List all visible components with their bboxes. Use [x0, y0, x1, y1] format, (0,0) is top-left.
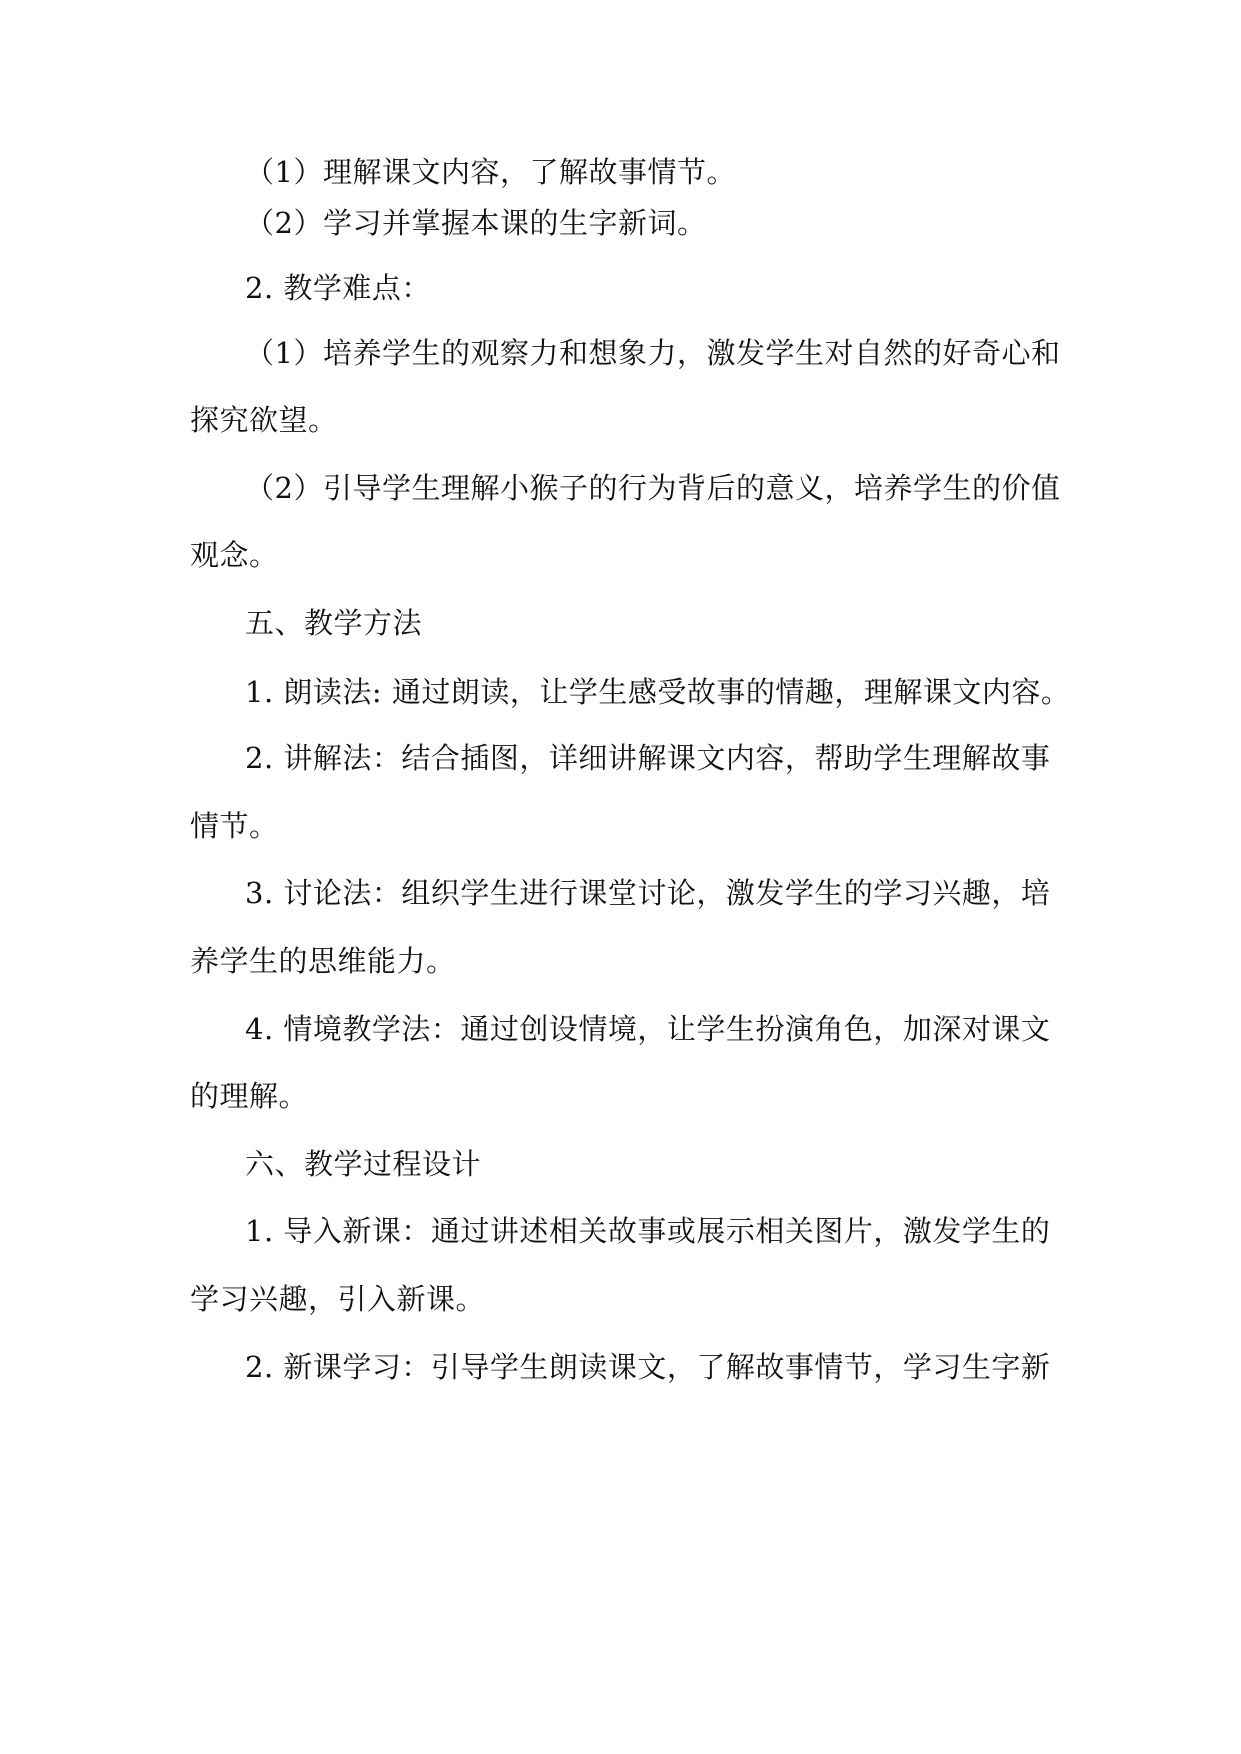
- process-2-line: 2. 新课学习：引导学生朗读课文，了解故事情节，学习生字新: [245, 1350, 1051, 1384]
- process-1-continuation: 学习兴趣，引入新课。: [190, 1282, 486, 1316]
- difficulty-heading: 2. 教学难点：: [245, 271, 431, 305]
- method-2-line: 2. 讲解法：结合插图，详细讲解课文内容，帮助学生理解故事: [245, 741, 1051, 775]
- method-4-line: 4. 情境教学法：通过创设情境，让学生扮演角色，加深对课文: [245, 1012, 1051, 1046]
- difficulty-2-continuation: 观念。: [190, 538, 279, 572]
- difficulty-1-continuation: 探究欲望。: [190, 403, 338, 437]
- method-1-line: 1. 朗读法: 通过朗读，让学生感受故事的情趣，理解课文内容。: [245, 675, 1071, 709]
- method-4-continuation: 的理解。: [190, 1079, 309, 1113]
- objective-1-line: （1）理解课文内容，了解故事情节。: [245, 155, 736, 189]
- difficulty-2-line: （2）引导学生理解小猴子的行为背后的意义，培养学生的价值: [245, 471, 1061, 505]
- objective-2-line: （2）学习并掌握本课的生字新词。: [245, 206, 707, 240]
- section-five-heading: 五、教学方法: [245, 606, 423, 640]
- method-3-line: 3. 讨论法：组织学生进行课堂讨论，激发学生的学习兴趣，培: [245, 876, 1051, 910]
- process-1-line: 1. 导入新课：通过讲述相关故事或展示相关图片，激发学生的: [245, 1214, 1051, 1248]
- section-six-heading: 六、教学过程设计: [245, 1147, 482, 1181]
- difficulty-1-line: （1）培养学生的观察力和想象力，激发学生对自然的好奇心和: [245, 336, 1061, 370]
- method-2-continuation: 情节。: [190, 809, 279, 843]
- method-3-continuation: 养学生的思维能力。: [190, 944, 456, 978]
